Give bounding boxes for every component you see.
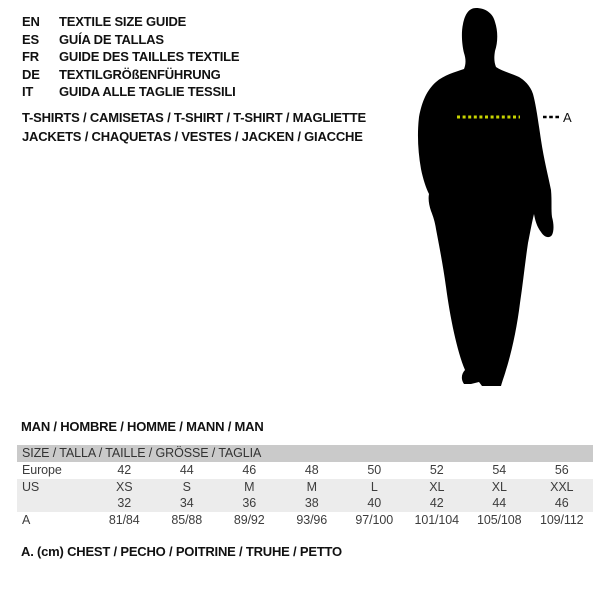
size-cell: XL xyxy=(491,479,507,494)
section-title-man: MAN / HOMBRE / HOMME / MANN / MAN xyxy=(21,419,264,434)
size-cell: 36 xyxy=(242,496,257,511)
size-cell: 40 xyxy=(367,496,382,511)
measurement-footnote: A. (cm) CHEST / PECHO / POITRINE / TRUHE / PETTO xyxy=(21,544,342,559)
size-cell: 56 xyxy=(554,463,569,478)
size-cell: 89/92 xyxy=(233,512,265,527)
language-row xyxy=(22,31,239,49)
size-cell: 44 xyxy=(492,496,507,511)
size-cell: XXL xyxy=(550,479,574,494)
size-cell: 44 xyxy=(179,463,194,478)
size-cell: M xyxy=(244,479,255,494)
size-table xyxy=(17,445,593,528)
language-row xyxy=(22,13,239,31)
size-cell: 105/108 xyxy=(477,512,522,527)
size-cell: 52 xyxy=(429,463,444,478)
language-code: ES xyxy=(22,31,39,47)
size-cell: 34 xyxy=(179,496,194,511)
category-jackets: JACKETS / CHAQUETAS / VESTES / JACKEN / GIACCHE xyxy=(22,128,363,144)
row-label: Europe xyxy=(22,463,62,478)
table-row-us xyxy=(17,479,593,496)
row-label: US xyxy=(22,479,40,494)
size-table-header: SIZE / TALLA / TAILLE / GRÖSSE / TAGLIA xyxy=(17,445,593,462)
language-row xyxy=(22,48,239,66)
size-cell: 42 xyxy=(429,496,444,511)
size-cell: 81/84 xyxy=(108,512,140,527)
size-cell: 46 xyxy=(554,496,569,511)
size-cell: 50 xyxy=(367,463,382,478)
size-cell: 42 xyxy=(117,463,132,478)
category-tshirts: T-SHIRTS / CAMISETAS / T-SHIRT / T-SHIRT / MAGLIETTE xyxy=(22,110,366,125)
man-silhouette xyxy=(418,8,554,386)
size-cell: 101/104 xyxy=(414,512,459,527)
category-list xyxy=(22,109,366,146)
language-code: DE xyxy=(22,66,40,82)
size-cell: 32 xyxy=(117,496,132,511)
size-table-header-row xyxy=(17,445,593,462)
size-cell: 48 xyxy=(304,463,319,478)
language-row xyxy=(22,66,239,84)
size-cell: XS xyxy=(116,479,133,494)
language-code: FR xyxy=(22,49,39,65)
measure-label-a: A xyxy=(563,110,572,125)
language-label: GUÍA DE TALLAS xyxy=(59,31,164,47)
language-code: IT xyxy=(22,84,34,100)
size-cell: XL xyxy=(429,479,445,494)
size-cell: S xyxy=(182,479,191,494)
language-code: EN xyxy=(22,14,40,30)
language-label: GUIDE DES TAILLES TEXTILE xyxy=(59,49,240,65)
table-row-chest-a xyxy=(17,512,593,529)
row-label: A xyxy=(22,512,31,527)
table-row-numeric xyxy=(17,495,593,512)
size-cell: M xyxy=(306,479,317,494)
language-label: GUIDA ALLE TAGLIE TESSILI xyxy=(59,84,236,100)
row-label xyxy=(17,495,93,512)
size-cell: L xyxy=(370,479,378,494)
size-cell: 97/100 xyxy=(355,512,394,527)
language-row xyxy=(22,83,239,101)
size-cell: 38 xyxy=(304,496,319,511)
language-label: TEXTILGRÖßENFÜHRUNG xyxy=(59,66,221,82)
size-cell: 85/88 xyxy=(171,512,203,527)
language-label: TEXTILE SIZE GUIDE xyxy=(59,14,187,30)
language-list xyxy=(22,13,239,101)
size-cell: 93/96 xyxy=(296,512,328,527)
size-cell: 109/112 xyxy=(539,512,584,527)
size-cell: 54 xyxy=(492,463,507,478)
table-row-europe xyxy=(17,462,593,479)
man-figure xyxy=(402,5,580,395)
man-figure-svg xyxy=(402,5,580,395)
size-cell: 46 xyxy=(242,463,257,478)
